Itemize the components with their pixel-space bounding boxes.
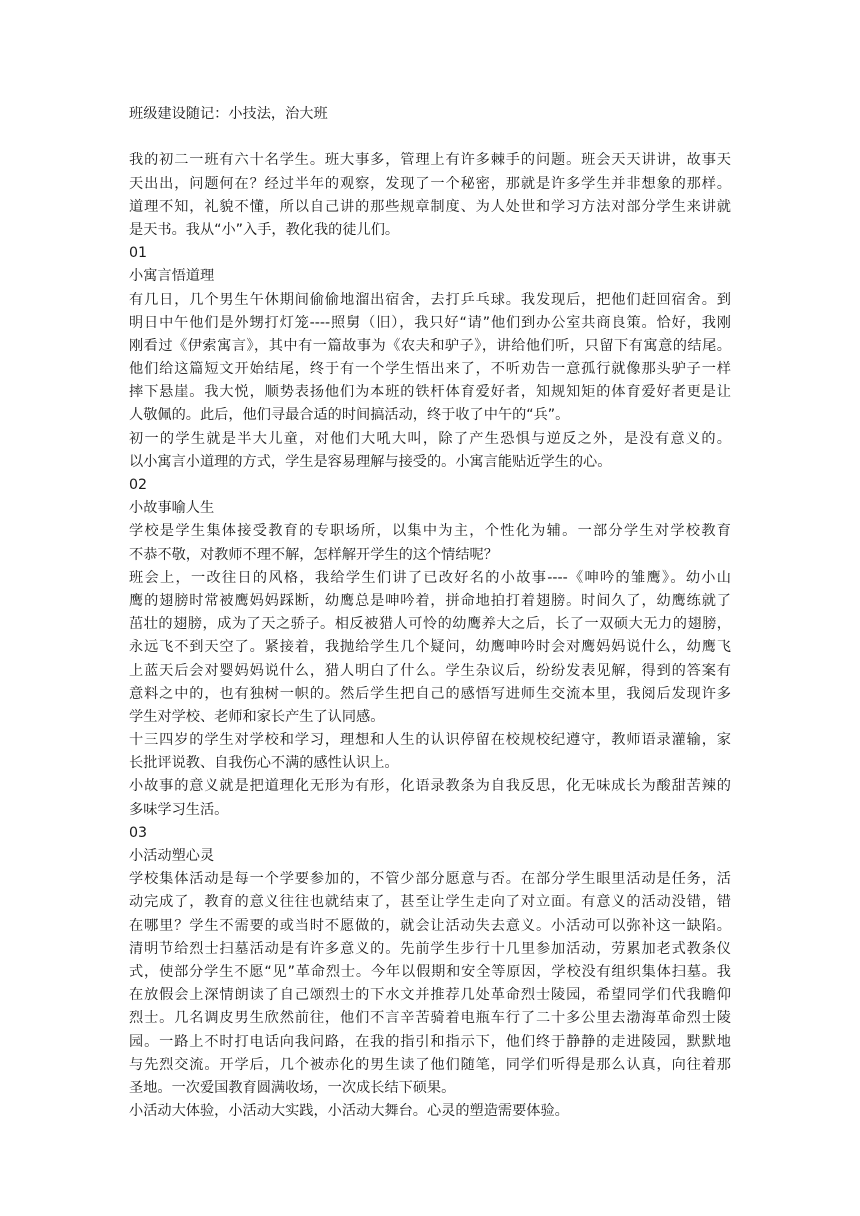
text-line: 摔下悬崖。我大悦，顺势表扬他们为本班的铁杆体育爱好者，知规知矩的体育爱好者更是让	[129, 384, 731, 401]
text-line: 不恭不敬，对教师不理不解，怎样解开学生的这个情结呢？	[129, 546, 498, 563]
text-line: 小活动大体验，小活动大实践，小活动大舞台。心灵的塑造需要体验。	[129, 1103, 569, 1120]
text-line: 01	[129, 245, 148, 262]
document-body	[129, 149, 731, 1123]
text-line: 小故事喻人生	[129, 500, 215, 517]
text-line: 小故事的意义就是把道理化无形为有形，化语录教条为自我反思，化无味成长为酸甜苦辣的	[129, 778, 731, 795]
text-line: 02	[129, 477, 148, 493]
text-line: 是天书。我从“小”入手，教化我的徒儿们。	[129, 221, 400, 238]
text-line: 明日中午他们是外甥打灯笼----照舅（旧），我只好“请”他们到办公室共商良策。恰好，我刚	[129, 314, 731, 331]
text-line: 初一的学生就是半大儿童，对他们大吼大叫，除了产生恐惧与逆反之外，是没有意义的。	[129, 430, 731, 447]
text-line: 圣地。一次爱国教育圆满收场，一次成长结下硕果。	[129, 1079, 456, 1096]
text-line: 鹰的翅膀时常被鹰妈妈踩断，幼鹰总是呻吟着，拼命地拍打着翅膀。时间久了，幼鹰练就了	[129, 592, 731, 609]
text-line: 以小寓言小道理的方式，学生是容易理解与接受的。小寓言能贴近学生的心。	[129, 453, 612, 470]
document-page	[129, 103, 731, 1123]
text-line: 刚看过《伊索寓言》，其中有一篇故事为《农夫和驴子》，讲给他们听，只留下有寓意的结尾。	[129, 337, 731, 354]
text-line: 学校是学生集体接受教育的专职场所，以集中为主，个性化为辅。一部分学生对学校教育	[129, 523, 731, 540]
text-line: 十三四岁的学生对学校和学习，理想和人生的认识停留在校规校纪遵守，教师语录灌输，家	[129, 732, 731, 749]
text-line: 上蓝天后会对婴妈妈说什么，猎人明白了什么。学生杂议后，纷纷发表见解，得到的答案有	[129, 662, 731, 679]
text-line: 多味学习生活。	[129, 801, 229, 818]
text-line: 永远飞不到天空了。紧接着，我抛给学生几个疑问，幼鹰呻吟时会对鹰妈妈说什么，幼鹰飞	[129, 639, 731, 656]
text-line: 03	[129, 824, 148, 841]
text-line: 烈士。几名调皮男生欣然前往，他们不言辛苦骑着电瓶车行了二十多公里去渤海革命烈士陵	[129, 1010, 731, 1027]
text-line: 长批评说教、自我伤心不满的感性认识上。	[129, 755, 399, 772]
text-line: 人敬佩的。此后，他们寻最合适的时间搞活动，终于收了中午的“兵”。	[129, 407, 570, 424]
text-line: 清明节给烈士扫墓活动是有许多意义的。先前学生步行十几里参加活动，劳累加老式教条仪	[129, 940, 731, 957]
text-line: 道理不知，礼貌不懂，所以自己讲的那些规章制度、为人处世和学习方法对部分学生来讲就	[129, 198, 731, 215]
text-line: 学校集体活动是每一个学要参加的，不管少部分愿意与否。在部分学生眼里活动是任务，活	[129, 871, 731, 888]
text-line: 小寓言悟道理	[129, 268, 215, 285]
text-line: 我的初二一班有六十名学生。班大事多，管理上有许多棘手的问题。班会天天讲讲，故事天	[129, 152, 731, 169]
text-line: 在哪里？学生不需要的或当时不愿做的，就会让活动失去意义。小活动可以弥补这一缺陷。	[129, 917, 731, 934]
text-line: 天出出，问题何在？经过半年的观察，发现了一个秘密，那就是许多学生并非想象的那样。	[129, 175, 731, 192]
text-line: 与先烈交流。开学后，几个被赤化的男生读了他们随笔，同学们听得是那么认真，向往着那	[129, 1056, 731, 1073]
text-line: 学生对学校、老师和家长产生了认同感。	[129, 708, 385, 725]
text-line: 他们给这篇短文开始结尾，终于有一个学生悟出来了，不听劝告一意孤行就像那头驴子一样	[129, 361, 731, 378]
text-line: 茁壮的翅膀，成为了天之骄子。相反被猎人可怜的幼鹰养大之后，长了一双硕大无力的翅膀，	[129, 616, 731, 633]
text-line: 在放假会上深情朗读了自己颂烈士的下水文并推荐几处革命烈士陵园，希望同学们代我瞻仰	[129, 987, 731, 1004]
document-title: 班级建设随记：小技法，治大班	[129, 106, 328, 122]
text-line: 动完成了，教育的意义往往也就结束了，甚至让学生走向了对立面。有意义的活动没错，错	[129, 894, 731, 911]
text-line: 小活动塑心灵	[129, 848, 215, 864]
text-line: 园。一路上不时打电话向我问路，在我的指引和指示下，他们终于静静的走进陵园，默默地	[129, 1033, 731, 1050]
text-line: 式，使部分学生不愿“见”革命烈士。今年以假期和安全等原因，学校没有组织集体扫墓。我	[129, 963, 731, 980]
text-line: 意料之中的，也有独树一帜的。然后学生把自己的感悟写进师生交流本里，我阅后发现许多	[129, 685, 731, 702]
text-line: 班会上，一改往日的风格，我给学生们讲了已改好名的小故事----《呻吟的雏鹰》。幼小山	[129, 569, 731, 586]
text-line: 有几日，几个男生午休期间偷偷地溜出宿舍，去打乒乓球。我发现后，把他们赶回宿舍。到	[129, 291, 731, 308]
